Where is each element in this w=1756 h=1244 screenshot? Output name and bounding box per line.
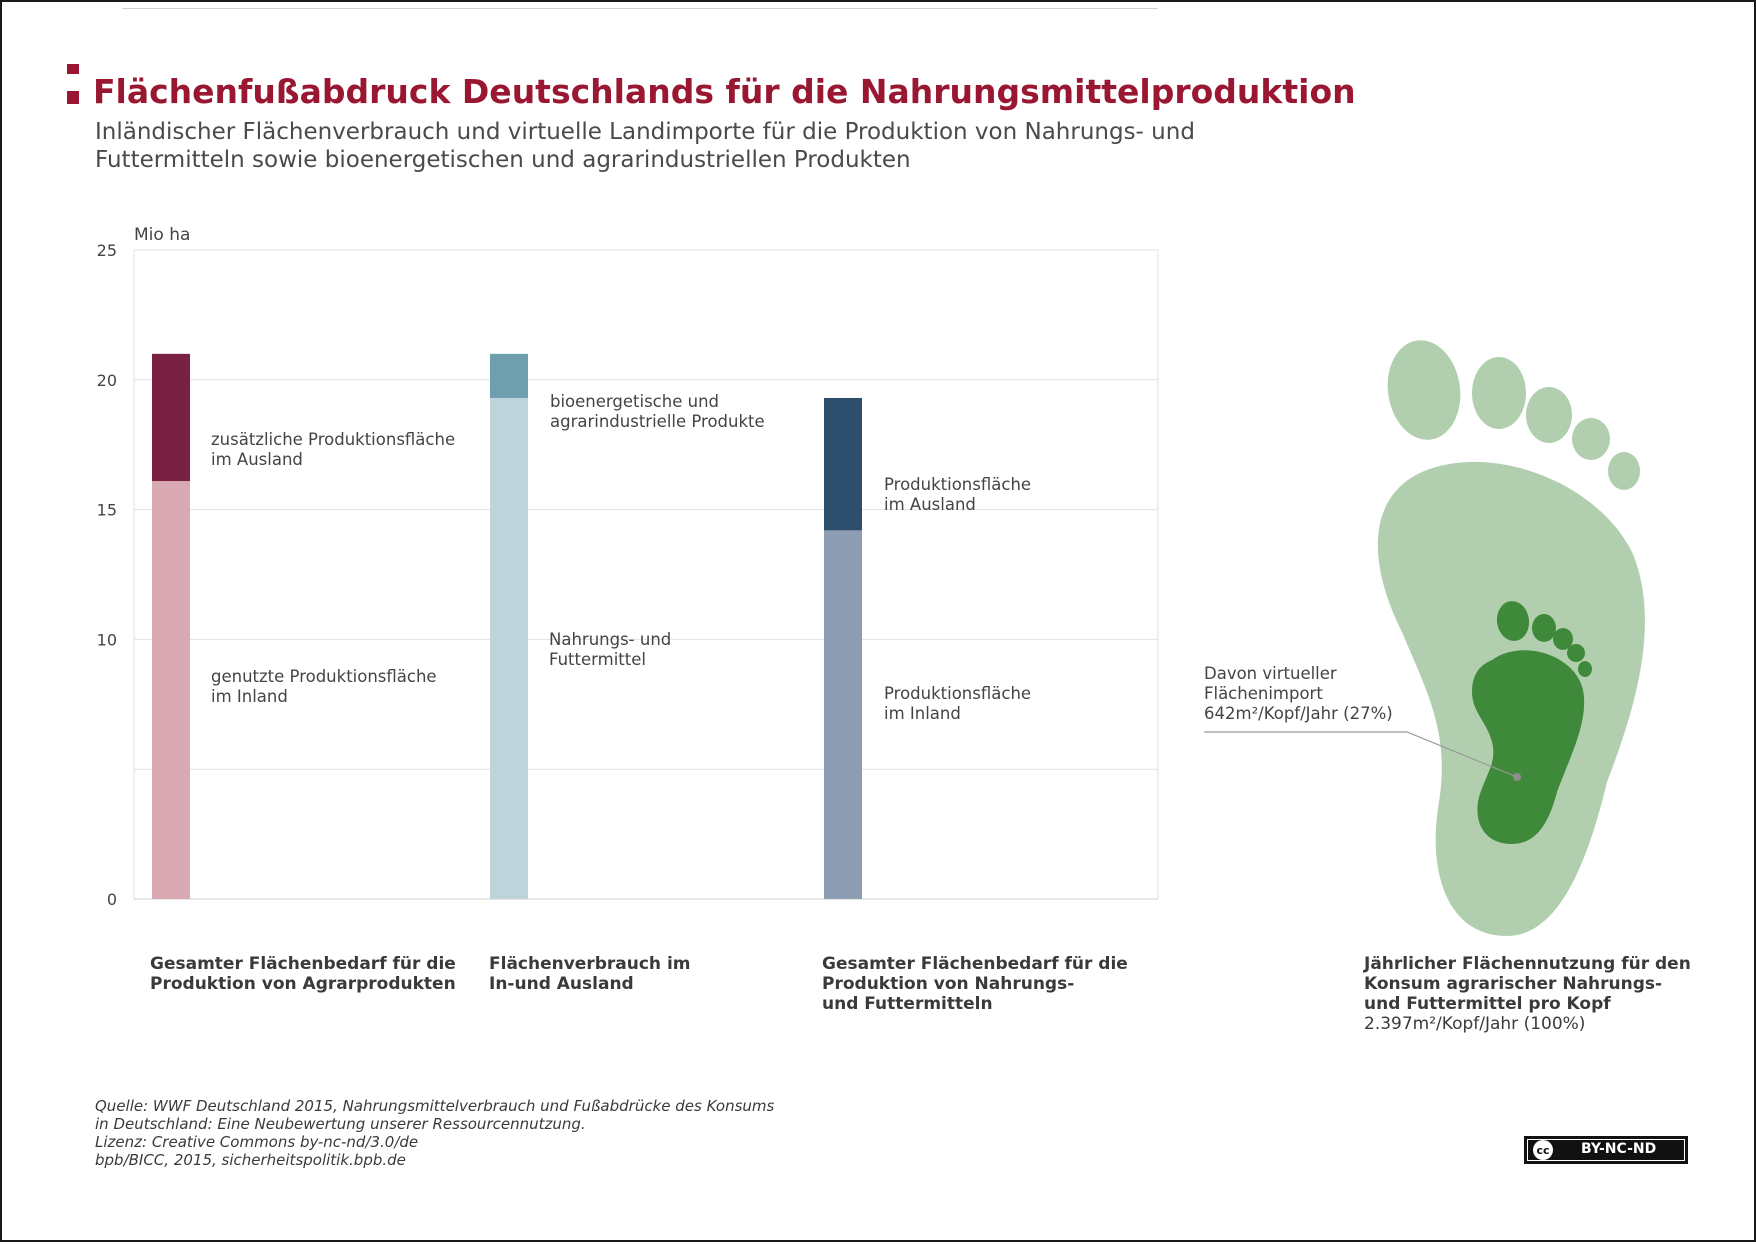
category-label-line: Gesamter Flächenbedarf für die bbox=[150, 954, 456, 974]
virtual-import-callout bbox=[1204, 664, 1393, 724]
segment-label-line: Produktionsfläche bbox=[884, 684, 1032, 703]
category-label-line: Produktion von Agrarprodukten bbox=[150, 974, 456, 994]
category-label-line: Gesamter Flächenbedarf für die bbox=[822, 954, 1128, 974]
segment-label-line: Produktionsfläche bbox=[884, 475, 1032, 494]
category-label-line: In-und Ausland bbox=[489, 974, 634, 994]
segment-label-line: Futtermittel bbox=[549, 650, 646, 669]
segment-label-line: im Inland bbox=[884, 704, 961, 723]
y-tick-label: 10 bbox=[96, 630, 117, 650]
callout-line-text: 642m²/Kopf/Jahr (27%) bbox=[1204, 704, 1393, 723]
footprint-caption bbox=[1364, 954, 1691, 1034]
segment-label-line: im Ausland bbox=[884, 495, 976, 514]
y-tick-label: 15 bbox=[96, 500, 117, 520]
source-line: bpb/BICC, 2015, sicherheitspolitik.bpb.de bbox=[95, 1151, 406, 1169]
segment-label-line: bioenergetische und bbox=[550, 392, 719, 411]
y-axis-unit-label: Mio ha bbox=[134, 225, 191, 245]
callout-line bbox=[2, 2, 1756, 1244]
creative-commons-icon: cc bbox=[1533, 1140, 1553, 1160]
category-label-line: Produktion von Nahrungs- bbox=[822, 974, 1075, 994]
caption-line: und Futtermittel pro Kopf bbox=[1364, 994, 1611, 1014]
caption-value: 2.397m²/Kopf/Jahr (100%) bbox=[1364, 1014, 1586, 1034]
category-label-line: Flächenverbrauch im bbox=[489, 954, 691, 974]
segment-label-line: im Ausland bbox=[211, 450, 303, 469]
page-title: Flächenfußabdruck Deutschlands für die Nahrungsmittelproduktion bbox=[93, 72, 1356, 111]
source-line: Quelle: WWF Deutschland 2015, Nahrungsmittelverbrauch und Fußabdrücke des Konsums bbox=[95, 1097, 775, 1115]
subtitle-line: Inländischer Flächenverbrauch und virtuelle Landimporte für die Produktion von Nahrungs- und bbox=[95, 119, 1195, 145]
caption-line: Konsum agrarischer Nahrungs- bbox=[1364, 974, 1663, 994]
source-line: Lizenz: Creative Commons by-nc-nd/3.0/de bbox=[95, 1133, 419, 1151]
y-tick-label: 20 bbox=[96, 370, 117, 390]
source-note bbox=[95, 1097, 774, 1169]
segment-label-line: im Inland bbox=[211, 687, 288, 706]
callout-line-text: Davon virtueller bbox=[1204, 664, 1337, 683]
caption-line: Jährlicher Flächennutzung für den bbox=[1364, 954, 1691, 974]
source-line: in Deutschland: Eine Neubewertung unserer Ressourcennutzung. bbox=[95, 1115, 586, 1133]
category-label-line: und Futtermitteln bbox=[822, 994, 993, 1014]
callout-line-text: Flächenimport bbox=[1204, 684, 1323, 703]
segment-label-line: agrarindustrielle Produkte bbox=[550, 412, 765, 431]
subtitle-line: Futtermitteln sowie bioenergetischen und agrarindustriellen Produkten bbox=[95, 147, 911, 173]
y-tick-label: 25 bbox=[96, 241, 117, 260]
license-text: BY-NC-ND bbox=[1581, 1141, 1657, 1157]
license-badge[interactable] bbox=[1524, 1136, 1688, 1164]
segment-label-line: zusätzliche Produktionsfläche bbox=[211, 430, 456, 449]
segment-label-line: Nahrungs- und bbox=[549, 630, 672, 649]
segment-label-line: genutzte Produktionsfläche bbox=[211, 667, 437, 686]
y-tick-label: 0 bbox=[106, 890, 117, 909]
